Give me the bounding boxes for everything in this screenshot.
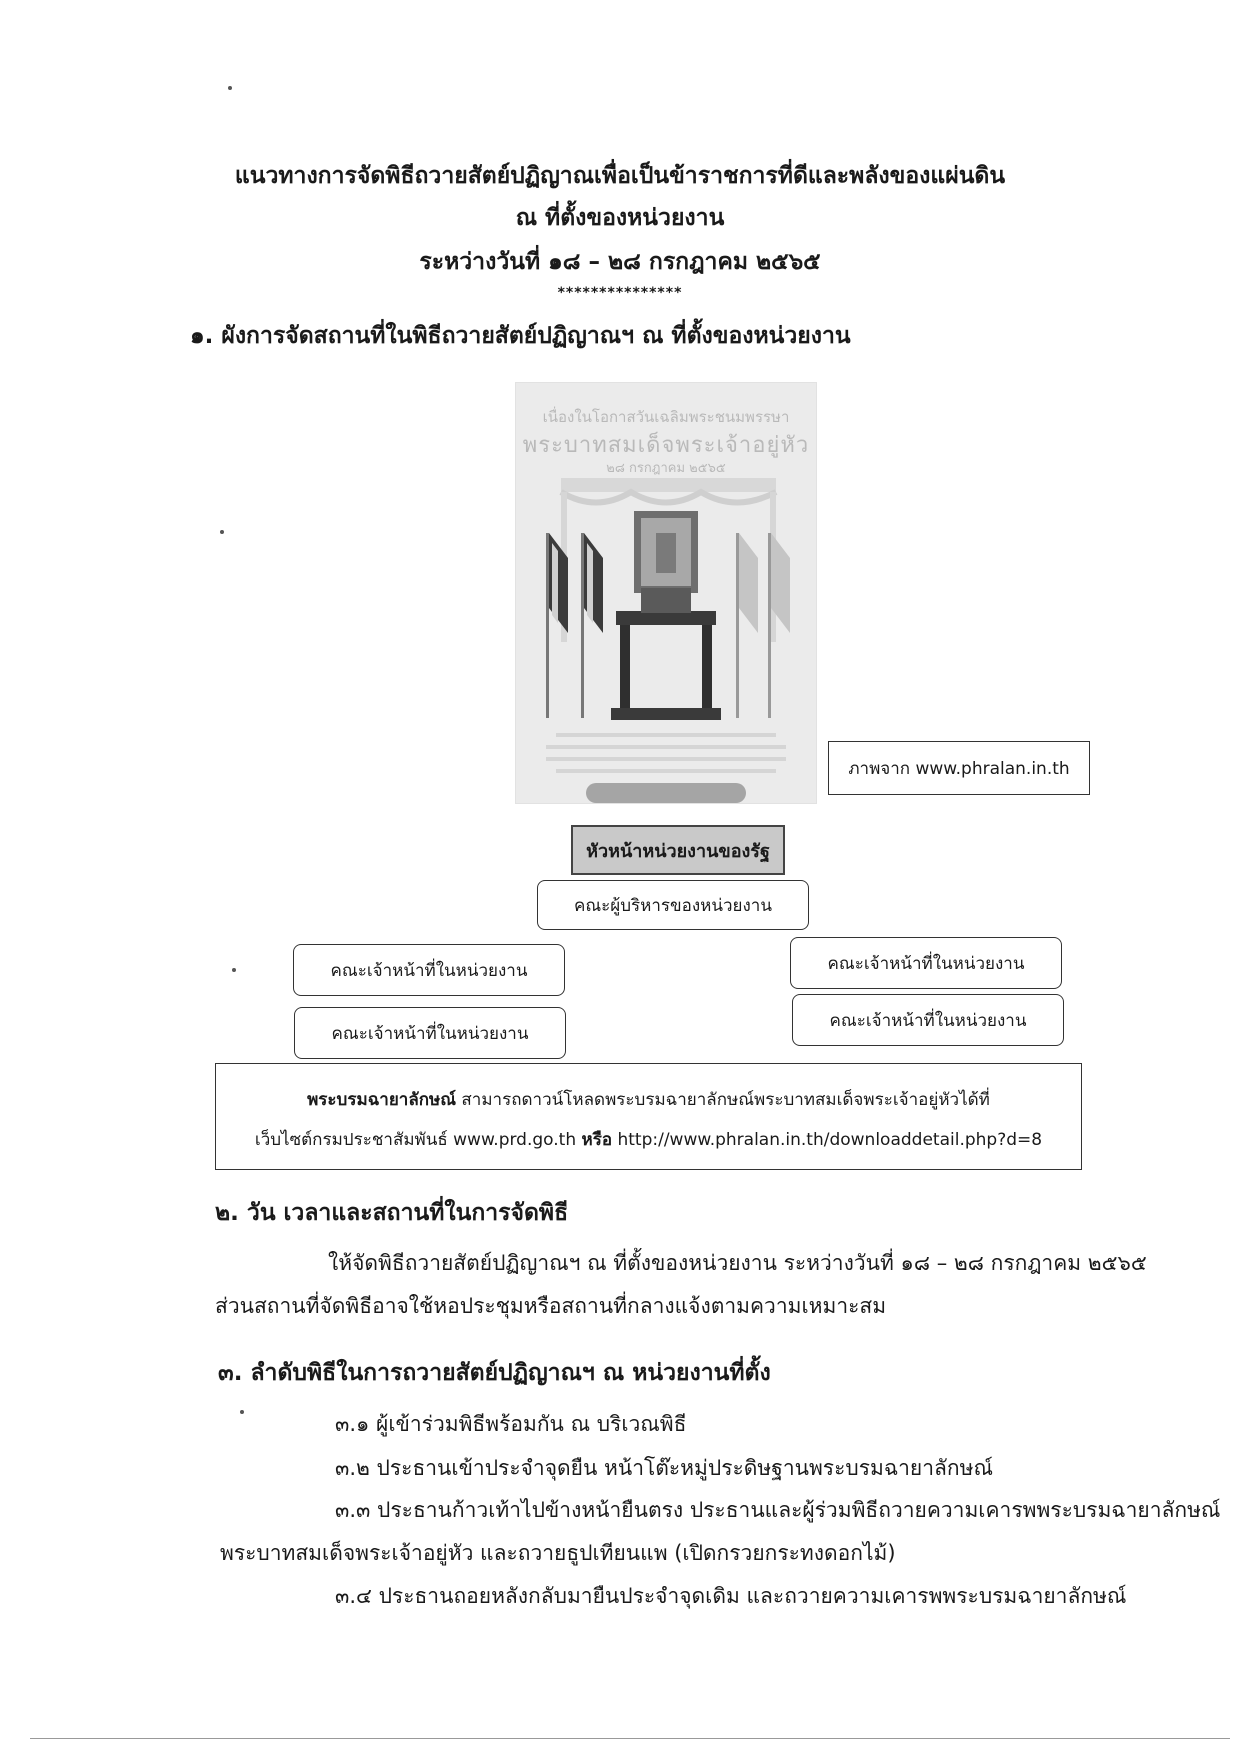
scan-speck xyxy=(228,86,232,90)
staff-box-right-1: คณะเจ้าหน้าที่ในหน่วยงาน xyxy=(790,937,1062,989)
section1-heading: ๑. ผังการจัดสถานที่ในพิธีถวายสัตย์ปฏิญาณฯ ณ ที่ตั้งของหน่วยงาน xyxy=(190,323,851,349)
note-text-line1: สามารถดาวน์โหลดพระบรมฉายาลักษณ์พระบาทสมเด็จพระเจ้าอยู่หัวได้ที่ xyxy=(461,1090,990,1110)
document-title-line1: แนวทางการจัดพิธีถวายสัตย์ปฏิญาณเพื่อเป็นข้าราชการที่ดีและพลังของแผ่นดิน xyxy=(234,163,1006,189)
photo-credit-caption: ภาพจาก www.phralan.in.th xyxy=(828,741,1090,795)
royal-portrait-photo xyxy=(515,382,817,804)
scan-speck xyxy=(220,530,224,534)
note-bold-label: พระบรมฉายาลักษณ์ xyxy=(307,1090,457,1110)
section2-paragraph-line1: ให้จัดพิธีถวายสัตย์ปฏิญาณฯ ณ ที่ตั้งของหน่วยงาน ระหว่างวันที่ ๑๘ – ๒๘ กรกฎาคม ๒๕๖๕ xyxy=(328,1251,1147,1275)
scan-speck xyxy=(232,968,236,972)
scan-bottom-edge xyxy=(30,1738,1230,1739)
note-prd-website: เว็บไซต์กรมประชาสัมพันธ์ www.prd.go.th xyxy=(254,1130,577,1150)
photo-text-line3: ๒๘ กรกฎาคม ๒๕๖๕ xyxy=(606,461,726,476)
section2-heading: ๒. วัน เวลาและสถานที่ในการจัดพิธี xyxy=(215,1200,569,1226)
executives-box: คณะผู้บริหารของหน่วยงาน xyxy=(537,880,809,930)
note-or-word: หรือ xyxy=(581,1130,613,1150)
section2-paragraph-line2: ส่วนสถานที่จัดพิธีอาจใช้หอประชุมหรือสถานที่กลางแจ้งตามความเหมาะสม xyxy=(215,1294,887,1318)
document-title-line3: ระหว่างวันที่ ๑๘ – ๒๘ กรกฎาคม ๒๕๖๕ xyxy=(419,249,821,275)
photo-text-line2: พระบาทสมเด็จพระเจ้าอยู่หัว xyxy=(522,433,810,458)
section3-item3-line1: ๓.๓ ประธานก้าวเท้าไปข้างหน้ายืนตรง ประธานและผู้ร่วมพิธีถวายความเคารพพระบรมฉายาลักษณ์ xyxy=(335,1498,1221,1522)
scan-speck xyxy=(240,1410,244,1414)
head-of-agency-box: หัวหน้าหน่วยงานของรัฐ xyxy=(571,825,785,875)
section3-heading: ๓. ลำดับพิธีในการถวายสัตย์ปฏิญาณฯ ณ หน่วยงานที่ตั้ง xyxy=(218,1360,771,1386)
photo-text-line1: เนื่องในโอกาสวันเฉลิมพระชนมพรรษา xyxy=(542,408,790,426)
portrait-download-note xyxy=(215,1063,1082,1170)
staff-box-left-1: คณะเจ้าหน้าที่ในหน่วยงาน xyxy=(293,944,565,996)
section3-item3-line2: พระบาทสมเด็จพระเจ้าอยู่หัว และถวายธูปเทียนแพ (เปิดกรวยกระทงดอกไม้) xyxy=(220,1541,896,1565)
section3-item1: ๓.๑ ผู้เข้าร่วมพิธีพร้อมกัน ณ บริเวณพิธี xyxy=(335,1412,687,1436)
staff-box-right-2: คณะเจ้าหน้าที่ในหน่วยงาน xyxy=(792,994,1064,1046)
altar-illustration xyxy=(516,383,816,803)
document-title-line2: ณ ที่ตั้งของหน่วยงาน xyxy=(515,205,725,231)
note-line1 xyxy=(216,1086,1081,1113)
note-phralan-link: http://www.phralan.in.th/downloaddetail.php?d=8 xyxy=(617,1130,1043,1150)
title-separator: *************** xyxy=(557,285,683,301)
section3-item2: ๓.๒ ประธานเข้าประจำจุดยืน หน้าโต๊ะหมู่ประดิษฐานพระบรมฉายาลักษณ์ xyxy=(335,1456,993,1480)
staff-box-left-2: คณะเจ้าหน้าที่ในหน่วยงาน xyxy=(294,1007,566,1059)
note-line2 xyxy=(216,1126,1081,1153)
section3-item4: ๓.๔ ประธานถอยหลังกลับมายืนประจำจุดเดิม และถวายความเคารพพระบรมฉายาลักษณ์ xyxy=(335,1584,1127,1608)
